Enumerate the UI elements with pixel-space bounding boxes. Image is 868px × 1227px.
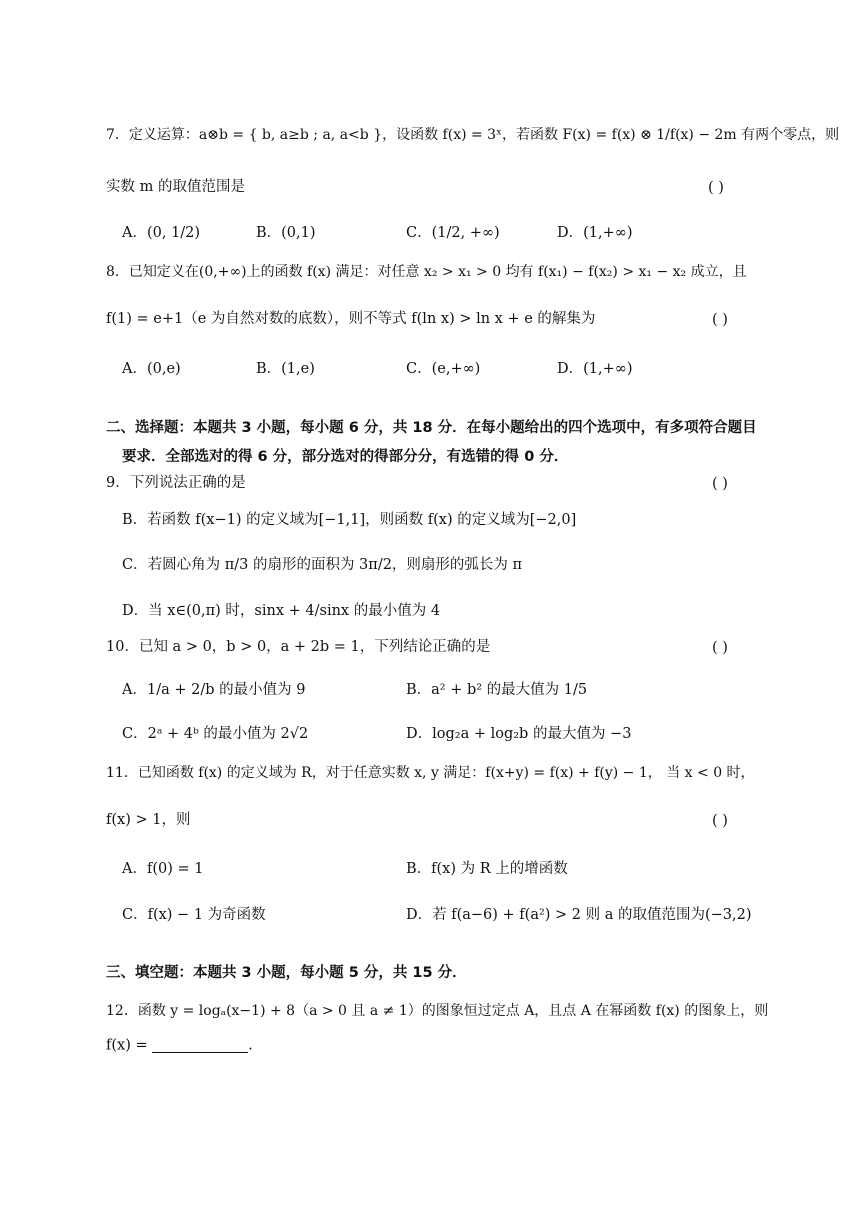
q9-stem: 9．下列说法正确的是 xyxy=(106,475,246,491)
q8-line2: f(1) = e+1（e 为自然对数的底数），则不等式 f(ln x) > ln x + e 的解集为 xyxy=(106,311,596,327)
q7-option-c: C．(1/2, +∞) xyxy=(406,225,500,241)
q9-answer-paren: ( ) xyxy=(712,476,728,492)
q7-option-b: B．(0,1) xyxy=(256,225,316,241)
q11-answer-paren: ( ) xyxy=(712,813,728,829)
q12-line2 xyxy=(106,1038,253,1053)
q7-answer-paren: ( ) xyxy=(708,180,724,196)
q9-option-b: B．若函数 f(x−1) 的定义域为[−1,1]，则函数 f(x) 的定义域为[−2,0] xyxy=(122,512,577,528)
q8-option-b: B．(1,e) xyxy=(256,361,315,377)
q10-option-c: C．2ᵃ + 4ᵇ 的最小值为 2√2 xyxy=(122,726,309,742)
q11-option-a: A．f(0) = 1 xyxy=(122,861,204,877)
q7-option-a: A．(0, 1/2) xyxy=(122,225,201,241)
q12-answer-suffix: . xyxy=(248,1037,253,1054)
q10-option-d: D．log₂a + log₂b 的最大值为 −3 xyxy=(406,726,632,742)
q11-option-c: C．f(x) − 1 为奇函数 xyxy=(122,907,266,923)
q11-option-d: D．若 f(a−6) + f(a²) > 2 则 a 的取值范围为(−3,2) xyxy=(406,907,752,923)
q9-option-d: D．当 x∈(0,π) 时，sinx + 4/sinx 的最小值为 4 xyxy=(122,603,441,619)
q10-stem: 10．已知 a > 0，b > 0，a + 2b = 1，下列结论正确的是 xyxy=(106,639,491,655)
q7-option-d: D．(1,+∞) xyxy=(557,225,633,241)
q11-option-b: B．f(x) 为 R 上的增函数 xyxy=(406,861,568,877)
q8-line1: 8．已知定义在(0,+∞)上的函数 f(x) 满足：对任意 x₂ > x₁ > 0 均有 f(x₁) − f(x₂) > x₁ − x₂ 成立，且 xyxy=(106,264,747,280)
q12-answer-blank[interactable] xyxy=(152,1038,248,1053)
q12-line1: 12．函数 y = logₐ(x−1) + 8（a > 0 且 a ≠ 1）的图象恒过定点 A，且点 A 在幂函数 f(x) 的图象上，则 xyxy=(106,1003,769,1019)
q7-line2: 实数 m 的取值范围是 xyxy=(106,179,245,195)
section2-heading-line1: 二、选择题：本题共 3 小题，每小题 6 分，共 18 分．在每小题给出的四个选项中，有多项符合题目 xyxy=(106,420,757,436)
q8-option-a: A．(0,e) xyxy=(122,361,181,377)
section3-heading: 三、填空题：本题共 3 小题，每小题 5 分，共 15 分． xyxy=(106,965,467,981)
q10-option-a: A．1/a + 2/b 的最小值为 9 xyxy=(122,682,306,698)
q10-answer-paren: ( ) xyxy=(712,640,728,656)
q8-option-d: D．(1,+∞) xyxy=(557,361,633,377)
q11-line1: 11．已知函数 f(x) 的定义域为 R，对于任意实数 x, y 满足：f(x+y) = f(x) + f(y) − 1， 当 x < 0 时， xyxy=(106,765,755,781)
q8-option-c: C．(e,+∞) xyxy=(406,361,481,377)
q9-option-c: C．若圆心角为 π/3 的扇形的面积为 3π/2，则扇形的弧长为 π xyxy=(122,557,523,573)
section2-heading-line2: 要求．全部选对的得 6 分，部分选对的得部分分，有选错的得 0 分． xyxy=(122,449,569,465)
q12-answer-prefix: f(x) = xyxy=(106,1037,148,1054)
q8-answer-paren: ( ) xyxy=(712,312,728,328)
q10-option-b: B．a² + b² 的最大值为 1/5 xyxy=(406,682,588,698)
q7-line1: 7．定义运算：a⊗b = { b, a≥b ; a, a<b }，设函数 f(x) = 3ˣ，若函数 F(x) = f(x) ⊗ 1/f(x) − 2m 有两个零点，则 xyxy=(106,127,840,143)
q11-line2: f(x) > 1，则 xyxy=(106,812,191,828)
